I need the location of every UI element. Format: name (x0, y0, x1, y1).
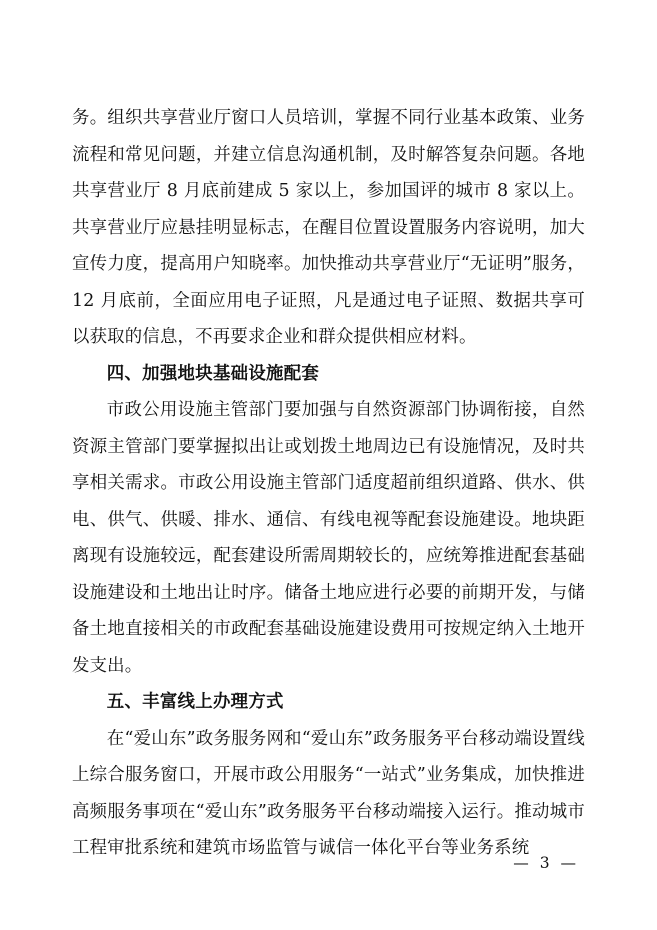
paragraph-section-five: 在“爱山东”政务服务网和“爱山东”政务服务平台移动端设置线上综合服务窗口，开展市政公用服务“一站式”业务集成，加快推进高频服务事项在“爱山东”政务服务平台移动端接入运行。推动城市工程审批系统和建筑市场监管与诚信一体化平台等业务系统 (72, 728, 585, 858)
section-heading-four: 四、加强地块基础设施配套 (106, 363, 320, 384)
paragraph-section-four: 市政公用设施主管部门要加强与自然资源部门协调衔接，自然资源主管部门要掌握拟出让或划拨土地周边已有设施情况，及时共享相关需求。市政公用设施主管部门适度超前组织道路、供水、供电、供气、供暖、排水、通信、有线电视等配套设施建设。地块距离现有设施较远，配套建设所需周期较长的，应统筹推进配套基础设施建设和土地出让时序。储备土地应进行必要的前期开发，与储备土地直接相关的市政配套基础设施建设费用可按规定纳入土地开发支出。 (72, 400, 585, 676)
section-heading-five: 五、丰富线上办理方式 (106, 692, 284, 712)
page-number: — 3 — (513, 854, 579, 872)
paragraph-continuation: 务。组织共享营业厅窗口人员培训，掌握不同行业基本政策、业务流程和常见问题，并建立信息沟通机制，及时解答复杂问题。各地共享营业厅 8 月底前建成 5 家以上，参加国评的城市 8 家以上。共享营业厅应悬挂明显标志，在醒目位置设置服务内容说明，加大宣传力度，提高用户知晓率。加快推动共享营业厅“无证明”服务，12 月底前，全面应用电子证照，凡是通过电子证照、数据共享可以获取的信息，不再要求企业和群众提供相应材料。 (72, 108, 585, 347)
document-body (72, 100, 585, 867)
